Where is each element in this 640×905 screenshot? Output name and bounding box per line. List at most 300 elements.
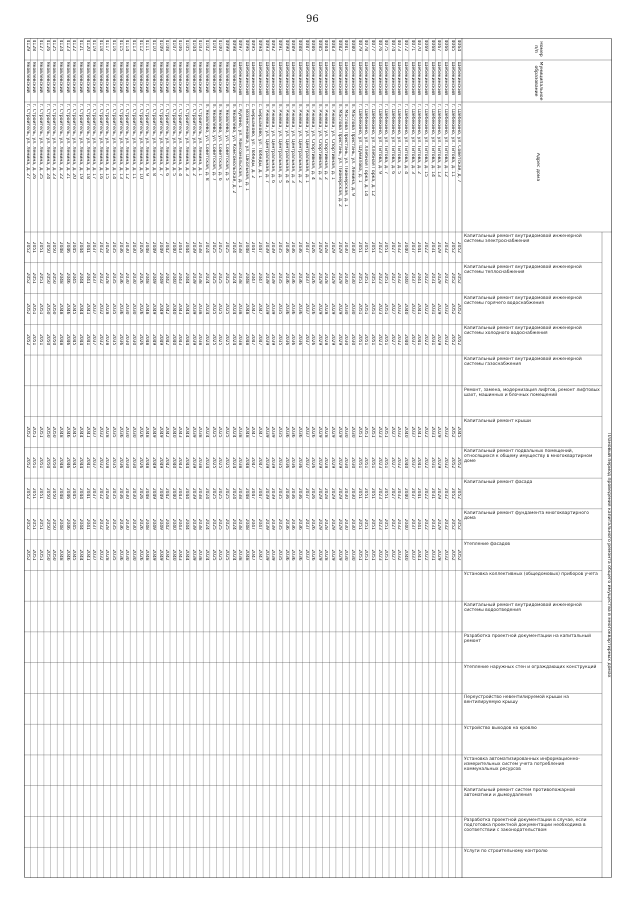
row-year-cell: 2024 [204,334,209,346]
row-year-cell: 2052 [449,426,455,438]
row-municipality: Яковлевский [97,61,103,93]
row-year-cell: 2042 [164,303,170,315]
row-year-cell: 2039 [263,426,269,438]
row-year-cell: 2032 [396,549,402,561]
row-number: 4076 [376,39,382,52]
row-year-cell: 2029 [330,303,336,315]
row-number: 4102 [204,39,209,52]
row-year-cell: 2036 [290,303,296,315]
row-municipality: Шебекинский [336,61,342,95]
row-number: 4077 [369,39,375,52]
row-year-cell: 2048 [58,549,63,561]
row-year-cell: 2028 [323,334,329,346]
row-year-cell: 2038 [197,303,203,315]
row-municipality: Яковлевский [111,61,117,93]
row-year-cell: 2040 [403,426,409,438]
row-address: г. Строитель, ул. Ленина, д. 14 [111,103,117,180]
row-number: 4079 [356,39,362,52]
row-year-cell: 2049 [150,272,156,284]
row-year-cell: 2030 [124,457,130,469]
row-year-cell: 2031 [429,303,435,315]
row-year-cell: 2038 [237,549,243,561]
row-year-cell: 2048 [144,487,150,500]
row-year-cell: 2032 [396,334,402,346]
row-year-cell: 2051 [31,487,37,500]
row-year-cell: 2031 [429,457,435,469]
row-year-cell: 2037 [409,457,415,469]
row-number: 4122 [71,39,77,52]
row-year-cell: 2038 [237,241,243,253]
row-year-cell: 2030 [131,426,136,438]
row-year-cell: 2049 [150,426,156,438]
row-year-cell: 2039 [263,241,269,253]
row-address: п. Ржевка, ул. Центральная, д. 6 [270,103,276,183]
row-year-cell: 2029 [436,457,442,469]
row-address: п. Ржевка, ул. Центральная, д. 3 [290,103,296,183]
row-year-cell: 2025 [210,457,216,469]
row-year-cell: 2024 [204,487,209,500]
row-year-cell: 2030 [124,303,130,315]
row-number: 4115 [117,39,123,52]
row-year-cell: 2030 [343,487,349,500]
row-year-cell: 2041 [416,457,422,469]
row-year-cell: 2026 [137,334,143,346]
row-year-cell: 2040 [170,426,176,438]
row-year-cell: 2048 [243,303,249,315]
row-year-cell: 2048 [243,241,249,253]
row-municipality: Яковлевский [31,61,37,93]
row-year-cell: 2052 [449,518,455,530]
row-year-cell: 2049 [150,549,156,561]
row-year-cell: 2045 [71,303,77,315]
row-number: 4124 [58,39,63,52]
row-year-cell: 2052 [449,457,455,469]
row-year-cell: 2049 [157,426,163,438]
row-year-cell: 2051 [38,303,44,315]
row-year-cell: 2049 [150,241,156,253]
row-year-cell: 2047 [250,272,256,284]
row-number: 4084 [323,39,329,52]
row-number: 4090 [283,39,289,52]
row-number: 4117 [104,39,110,52]
row-year-cell: 2052 [24,303,30,315]
row-year-cell: 2051 [363,334,369,346]
row-municipality: Шебекинский [436,61,442,95]
row-year-cell: 2048 [58,518,63,530]
row-year-cell: 2043 [177,518,183,530]
row-number: 4087 [303,39,309,52]
row-year-cell: 2026 [310,549,316,561]
row-municipality: Шебекинский [369,61,375,95]
row-year-cell: 2030 [350,241,355,253]
row-address: п. Маслова Пристань, ул. Пионерская, д. 1 [343,103,349,207]
row-address: г. Шебекино, ул. Титова, д. 9 [376,103,382,175]
row-municipality: Шебекинский [389,61,395,95]
row-year-cell: 2030 [343,518,349,530]
row-year-cell: 2051 [363,518,369,530]
row-year-cell: 2047 [250,487,256,500]
row-year-cell: 2036 [283,457,289,469]
row-year-cell: 2048 [58,487,63,500]
row-year-cell: 2045 [71,334,77,346]
row-year-cell: 2029 [436,303,442,315]
row-year-cell: 2051 [369,457,375,469]
row-year-cell: 2045 [71,487,77,500]
row-year-cell: 2050 [51,303,57,315]
row-year-cell: 2036 [117,518,123,530]
row-year-cell: 2036 [290,426,296,438]
row-municipality: Шебекинский [416,61,422,95]
row-year-cell: 2052 [449,487,455,500]
row-year-cell: 2047 [250,241,256,253]
row-year-cell: 2039 [270,518,276,530]
row-year-cell: 2041 [84,426,90,438]
row-year-cell: 2030 [350,487,355,500]
row-year-cell: 2043 [177,241,183,253]
row-year-cell: 2051 [369,549,375,561]
row-municipality: Яковлевский [91,61,97,93]
row-year-cell: 2038 [197,457,203,469]
row-year-cell: 2035 [277,487,282,500]
row-year-cell: 2036 [290,549,296,561]
row-year-cell: 2037 [409,334,415,346]
row-year-cell: 2036 [296,241,302,253]
row-year-cell: 2051 [31,457,37,469]
row-number: 4112 [137,39,143,52]
row-municipality: Шебекинский [363,61,369,95]
row-year-cell: 2046 [64,487,70,500]
row-address: с. Купино, ул. Комсомольская, д. 1 [237,103,243,188]
row-year-cell: 2051 [383,518,389,530]
row-year-cell: 2030 [350,303,355,315]
header-number: Номер п/п [532,41,543,57]
row-year-cell: 2046 [64,426,70,438]
row-year-cell: 2052 [24,426,30,438]
row-year-cell: 2046 [64,272,70,284]
row-year-cell: 2051 [383,487,389,500]
row-year-cell: 2030 [124,518,130,530]
row-number: 4100 [217,39,223,52]
row-year-cell: 2030 [131,303,136,315]
row-year-cell: 2025 [217,334,223,346]
row-year-cell: 2029 [336,487,342,500]
row-year-cell: 2022 [423,518,428,530]
row-year-cell: 2028 [323,487,329,500]
row-year-cell: 2029 [436,549,442,561]
row-year-cell: 2044 [184,518,190,530]
row-year-cell: 2043 [177,272,183,284]
row-year-cell: 2038 [237,272,243,284]
row-year-cell: 2051 [38,241,44,253]
row-number: 4106 [177,39,183,52]
row-year-cell: 2045 [71,549,77,561]
row-year-cell: 2050 [44,426,50,438]
row-municipality: Шебекинский [330,61,336,95]
row-year-cell: 2025 [217,303,223,315]
row-year-cell: 2044 [77,518,83,530]
row-year-cell: 2037 [303,518,309,530]
row-year-cell: 2036 [296,272,302,284]
row-year-cell: 2029 [330,272,336,284]
row-year-cell: 2035 [111,457,117,469]
row-number: 4103 [197,39,203,52]
row-year-cell: 2035 [111,272,117,284]
row-year-cell: 2051 [38,334,44,346]
header-work-20: Разработка проектной документации в случае, если подготовка проектной документации необходима в соответствии с законодательством [464,818,587,834]
row-year-cell: 2050 [51,272,57,284]
row-year-cell: 2037 [303,457,309,469]
row-year-cell: 2037 [303,487,309,500]
row-year-cell: 2048 [58,334,63,346]
row-year-cell: 2028 [104,487,110,500]
row-year-cell: 2048 [243,457,249,469]
row-year-cell: 2037 [91,303,97,315]
row-year-cell: 2029 [330,549,336,561]
row-number: 4094 [257,39,263,52]
row-year-cell: 2036 [117,303,123,315]
row-year-cell: 2051 [356,426,362,438]
row-year-cell: 2051 [369,272,375,284]
row-year-cell: 2043 [177,487,183,500]
row-municipality: Шебекинский [270,61,276,95]
row-year-cell: 2052 [456,303,462,315]
row-year-cell: 2030 [343,457,349,469]
row-year-cell: 2026 [310,457,316,469]
row-year-cell: 2030 [343,426,349,438]
row-year-cell: 2040 [170,241,176,253]
row-address: г. Шебекино, ул. Титова, д. 12 [442,103,448,177]
row-year-cell: 2039 [190,457,196,469]
row-year-cell: 2044 [77,487,83,500]
row-year-cell: 2052 [24,487,30,500]
row-year-cell: 2052 [449,303,455,315]
row-year-cell: 2022 [423,303,428,315]
row-year-cell: 2030 [124,272,130,284]
row-municipality: Яковлевский [210,61,216,93]
row-year-cell: 2040 [403,334,409,346]
row-year-cell: 2036 [296,518,302,530]
header-work-1: Капитальный ремонт внутридомовой инженерной системы электроснабжения [464,234,582,244]
row-year-cell: 2039 [270,334,276,346]
header-address: Адрес дома [535,152,540,182]
row-year-cell: 2025 [223,334,229,346]
row-year-cell: 2028 [323,303,329,315]
row-municipality: Яковлевский [38,61,44,93]
row-year-cell: 2050 [44,334,50,346]
row-year-cell: 2031 [429,487,435,500]
row-year-cell: 2027 [389,303,395,315]
header-work-19: Капитальный ремонт систем противопожарной автоматики и дымоудаления [464,787,576,798]
row-year-cell: 2052 [456,241,462,253]
row-year-cell: 2051 [31,303,37,315]
row-year-cell: 2030 [350,272,355,284]
row-year-cell: 2049 [150,457,156,469]
row-year-cell: 2030 [131,272,136,284]
row-year-cell: 2032 [396,303,402,315]
row-municipality: Яковлевский [164,61,170,93]
row-year-cell: 2026 [137,549,143,561]
row-year-cell: 2045 [71,426,77,438]
row-year-cell: 2047 [250,457,256,469]
row-year-cell: 2048 [243,334,249,346]
row-year-cell: 2032 [97,549,103,561]
row-year-cell: 2039 [270,549,276,561]
row-year-cell: 2035 [277,272,282,284]
row-number: 4116 [111,39,117,52]
row-year-cell: 2023 [376,303,382,315]
row-year-cell: 2052 [456,487,462,500]
row-year-cell: 2032 [442,518,448,530]
row-year-cell: 2051 [356,241,362,253]
row-number: 4074 [389,39,395,52]
row-year-cell: 2029 [336,241,342,253]
row-year-cell: 2039 [190,334,196,346]
row-year-cell: 2051 [383,303,389,315]
row-year-cell: 2029 [330,487,336,500]
row-year-cell: 2051 [31,241,37,253]
row-year-cell: 2030 [350,549,355,561]
row-year-cell: 2050 [44,549,50,561]
row-year-cell: 2036 [296,303,302,315]
row-year-cell: 2037 [91,487,97,500]
row-year-cell: 2025 [210,303,216,315]
row-number: 4075 [383,39,389,52]
row-address: г. Строитель, ул. Ленина, д. 18 [84,103,90,180]
row-municipality: Яковлевский [64,61,70,93]
row-year-cell: 2041 [84,487,90,500]
row-address: г. Шебекино, ул. Титова, д. 3 [409,103,415,175]
row-year-cell: 2051 [383,334,389,346]
row-year-cell: 2031 [429,241,435,253]
row-year-cell: 2035 [111,549,117,561]
row-year-cell: 2029 [336,426,342,438]
row-year-cell: 2052 [449,241,455,253]
row-number: 4105 [184,39,190,52]
row-year-cell: 2024 [230,487,236,500]
row-municipality: Шебекинский [429,61,435,95]
row-year-cell: 2051 [363,487,369,500]
row-year-cell: 2035 [111,518,117,530]
row-year-cell: 2052 [24,272,30,284]
row-year-cell: 2022 [423,334,428,346]
row-year-cell: 2029 [330,518,336,530]
row-year-cell: 2024 [204,272,209,284]
row-year-cell: 2027 [389,518,395,530]
row-year-cell: 2046 [64,334,70,346]
row-year-cell: 2029 [316,487,322,500]
row-number: 4086 [310,39,316,52]
row-year-cell: 2023 [376,549,382,561]
row-year-cell: 2051 [363,457,369,469]
row-year-cell: 2039 [190,518,196,530]
row-year-cell: 2036 [283,272,289,284]
row-year-cell: 2039 [270,241,276,253]
row-municipality: Шебекинский [296,61,302,95]
row-year-cell: 2042 [164,518,170,530]
row-year-cell: 2047 [250,334,256,346]
row-municipality: Яковлевский [24,61,30,93]
row-year-cell: 2052 [456,334,462,346]
row-year-cell: 2025 [223,549,229,561]
row-year-cell: 2039 [270,457,276,469]
row-address: п. Яковлево, ул. Советская, д. 5 [223,103,229,181]
row-address: п. Ржевка, ул. Центральная, д. 7 [263,103,269,183]
row-year-cell: 2037 [91,457,97,469]
row-year-cell: 2035 [111,303,117,315]
row-year-cell: 2030 [131,487,136,500]
row-year-cell: 2029 [316,272,322,284]
header-plan-period: Плановый период проведения капитального ремонта общего имущества в многоквартирных домах [606,432,611,678]
row-year-cell: 2039 [190,549,196,561]
row-address: г. Строитель, ул. Ленина, д. 3 [184,103,190,177]
row-year-cell: 2027 [389,272,395,284]
row-number: 4128 [31,39,37,52]
row-year-cell: 2028 [323,272,329,284]
row-year-cell: 2042 [164,334,170,346]
row-year-cell: 2051 [31,272,37,284]
row-year-cell: 2029 [316,426,322,438]
row-year-cell: 2036 [296,334,302,346]
row-number: 4121 [77,39,83,52]
row-address: г. Строитель, ул. Ленина, д. 12 [124,103,130,180]
row-year-cell: 2052 [24,334,30,346]
row-year-cell: 2024 [204,241,209,253]
row-year-cell: 2051 [38,272,44,284]
row-year-cell: 2049 [157,518,163,530]
row-year-cell: 2039 [263,272,269,284]
row-number: 4073 [396,39,402,52]
row-year-cell: 2040 [403,549,409,561]
header-work-21: Услуги по строительному контролю [464,849,548,855]
row-year-cell: 2047 [257,334,263,346]
row-number: 4096 [243,39,249,52]
row-year-cell: 2025 [217,518,223,530]
row-number: 4120 [84,39,90,52]
row-year-cell: 2051 [369,334,375,346]
row-year-cell: 2030 [343,549,349,561]
row-year-cell: 2037 [409,518,415,530]
row-year-cell: 2049 [157,334,163,346]
row-year-cell: 2032 [442,272,448,284]
row-number: 4104 [190,39,196,52]
row-address: п. Ржевка, ул. Спортивная, д. 1 [330,103,336,180]
row-year-cell: 2041 [84,549,90,561]
row-year-cell: 2035 [277,426,282,438]
row-municipality: Яковлевский [71,61,77,93]
row-year-cell: 2030 [131,549,136,561]
row-year-cell: 2051 [383,457,389,469]
row-year-cell: 2052 [24,457,30,469]
row-year-cell: 2023 [376,518,382,530]
row-year-cell: 2046 [64,241,70,253]
row-year-cell: 2038 [237,457,243,469]
row-address: г. Строитель, ул. Ленина, д. 20 [71,103,77,180]
row-year-cell: 2038 [237,334,243,346]
header-work-8: Капитальный ремонт подвальных помещений, относящихся к общему имуществу в многоквартирном доме [464,449,593,465]
row-year-cell: 2040 [403,303,409,315]
row-number: 4126 [44,39,50,52]
row-number: 4093 [263,39,269,52]
row-year-cell: 2022 [423,272,428,284]
row-year-cell: 2025 [217,457,223,469]
row-year-cell: 2051 [38,518,44,530]
row-number: 4119 [91,39,97,52]
row-year-cell: 2049 [150,487,156,500]
row-year-cell: 2037 [409,272,415,284]
row-year-cell: 2044 [77,549,83,561]
row-year-cell: 2049 [150,518,156,530]
row-year-cell: 2048 [243,549,249,561]
